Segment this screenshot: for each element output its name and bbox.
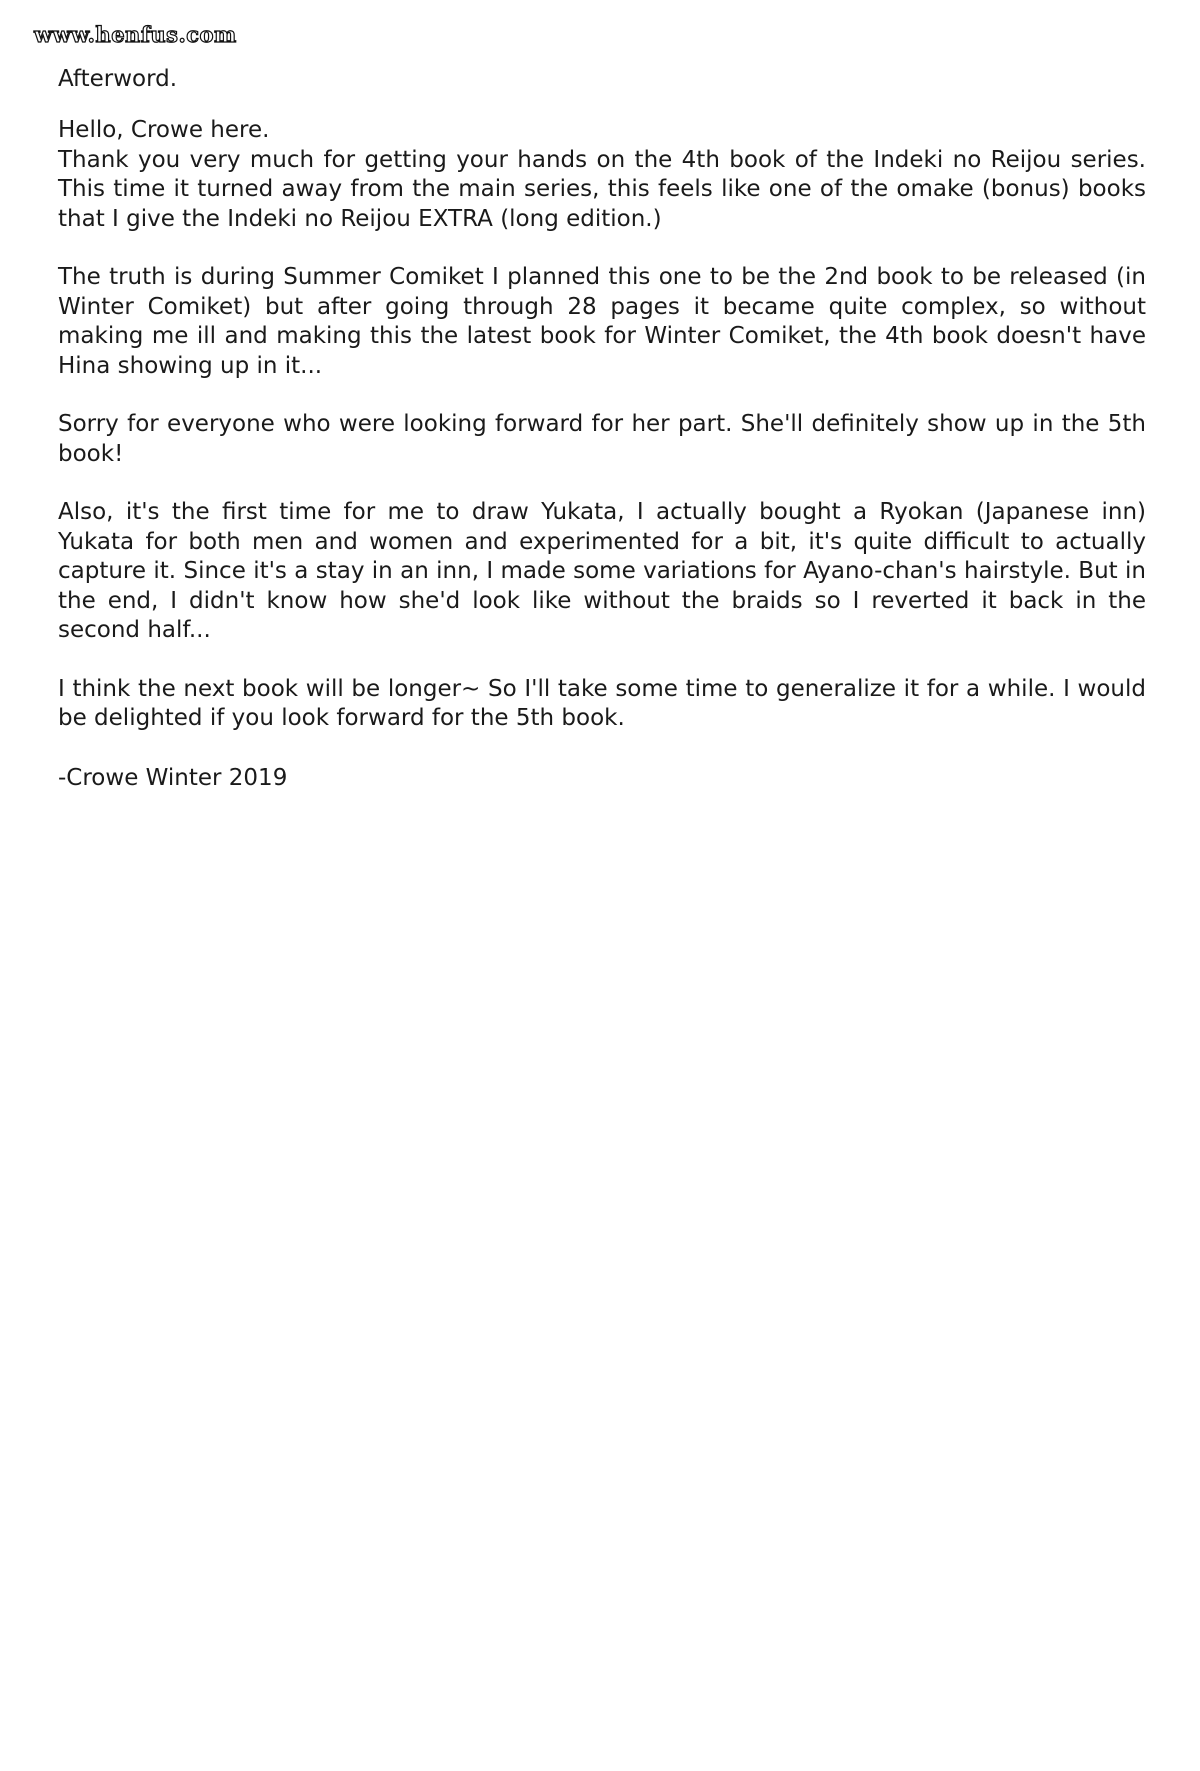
afterword-title: Afterword. bbox=[58, 66, 178, 92]
signature: -Crowe Winter 2019 bbox=[58, 764, 288, 791]
afterword-page bbox=[58, 64, 1146, 793]
watermark-text: www.henfus.com bbox=[34, 22, 237, 47]
greeting-line: Hello, Crowe here. bbox=[58, 117, 270, 143]
paragraph-apology: Sorry for everyone who were looking forward for her part. She'll definitely show up in the 5th book! bbox=[58, 411, 1146, 467]
paragraph-thanks: Thank you very much for getting your hands on the 4th book of the Indeki no Reijou series. This time it turned away from the main series, this feels like one of the omake (bonus) books that I give the Indeki no Reijou EXTRA (long edition.) bbox=[58, 146, 1146, 232]
paragraph-next-book: I think the next book will be longer~ So I'll take some time to generalize it for a while. I would be delighted if you look forward for the 5th book. bbox=[58, 675, 1146, 731]
paragraph-yukata: Also, it's the first time for me to draw Yukata, I actually bought a Ryokan (Japanese inn) Yukata for both men and women and experimented for a bit, it's quite difficult to actually capture it. Since it's a stay in an inn, I made some variations for Ayano-chan's hairstyle. But in the end, I didn't know how she'd look like without the braids so I reverted it back in the second half... bbox=[58, 499, 1146, 643]
paragraph-comiket-plans: The truth is during Summer Comiket I planned this one to be the 2nd book to be released (in Winter Comiket) but after going through 28 pages it became quite complex, so without making me ill and making this the latest book for Winter Comiket, the 4th book doesn't have Hina showing up in it... bbox=[58, 264, 1146, 379]
